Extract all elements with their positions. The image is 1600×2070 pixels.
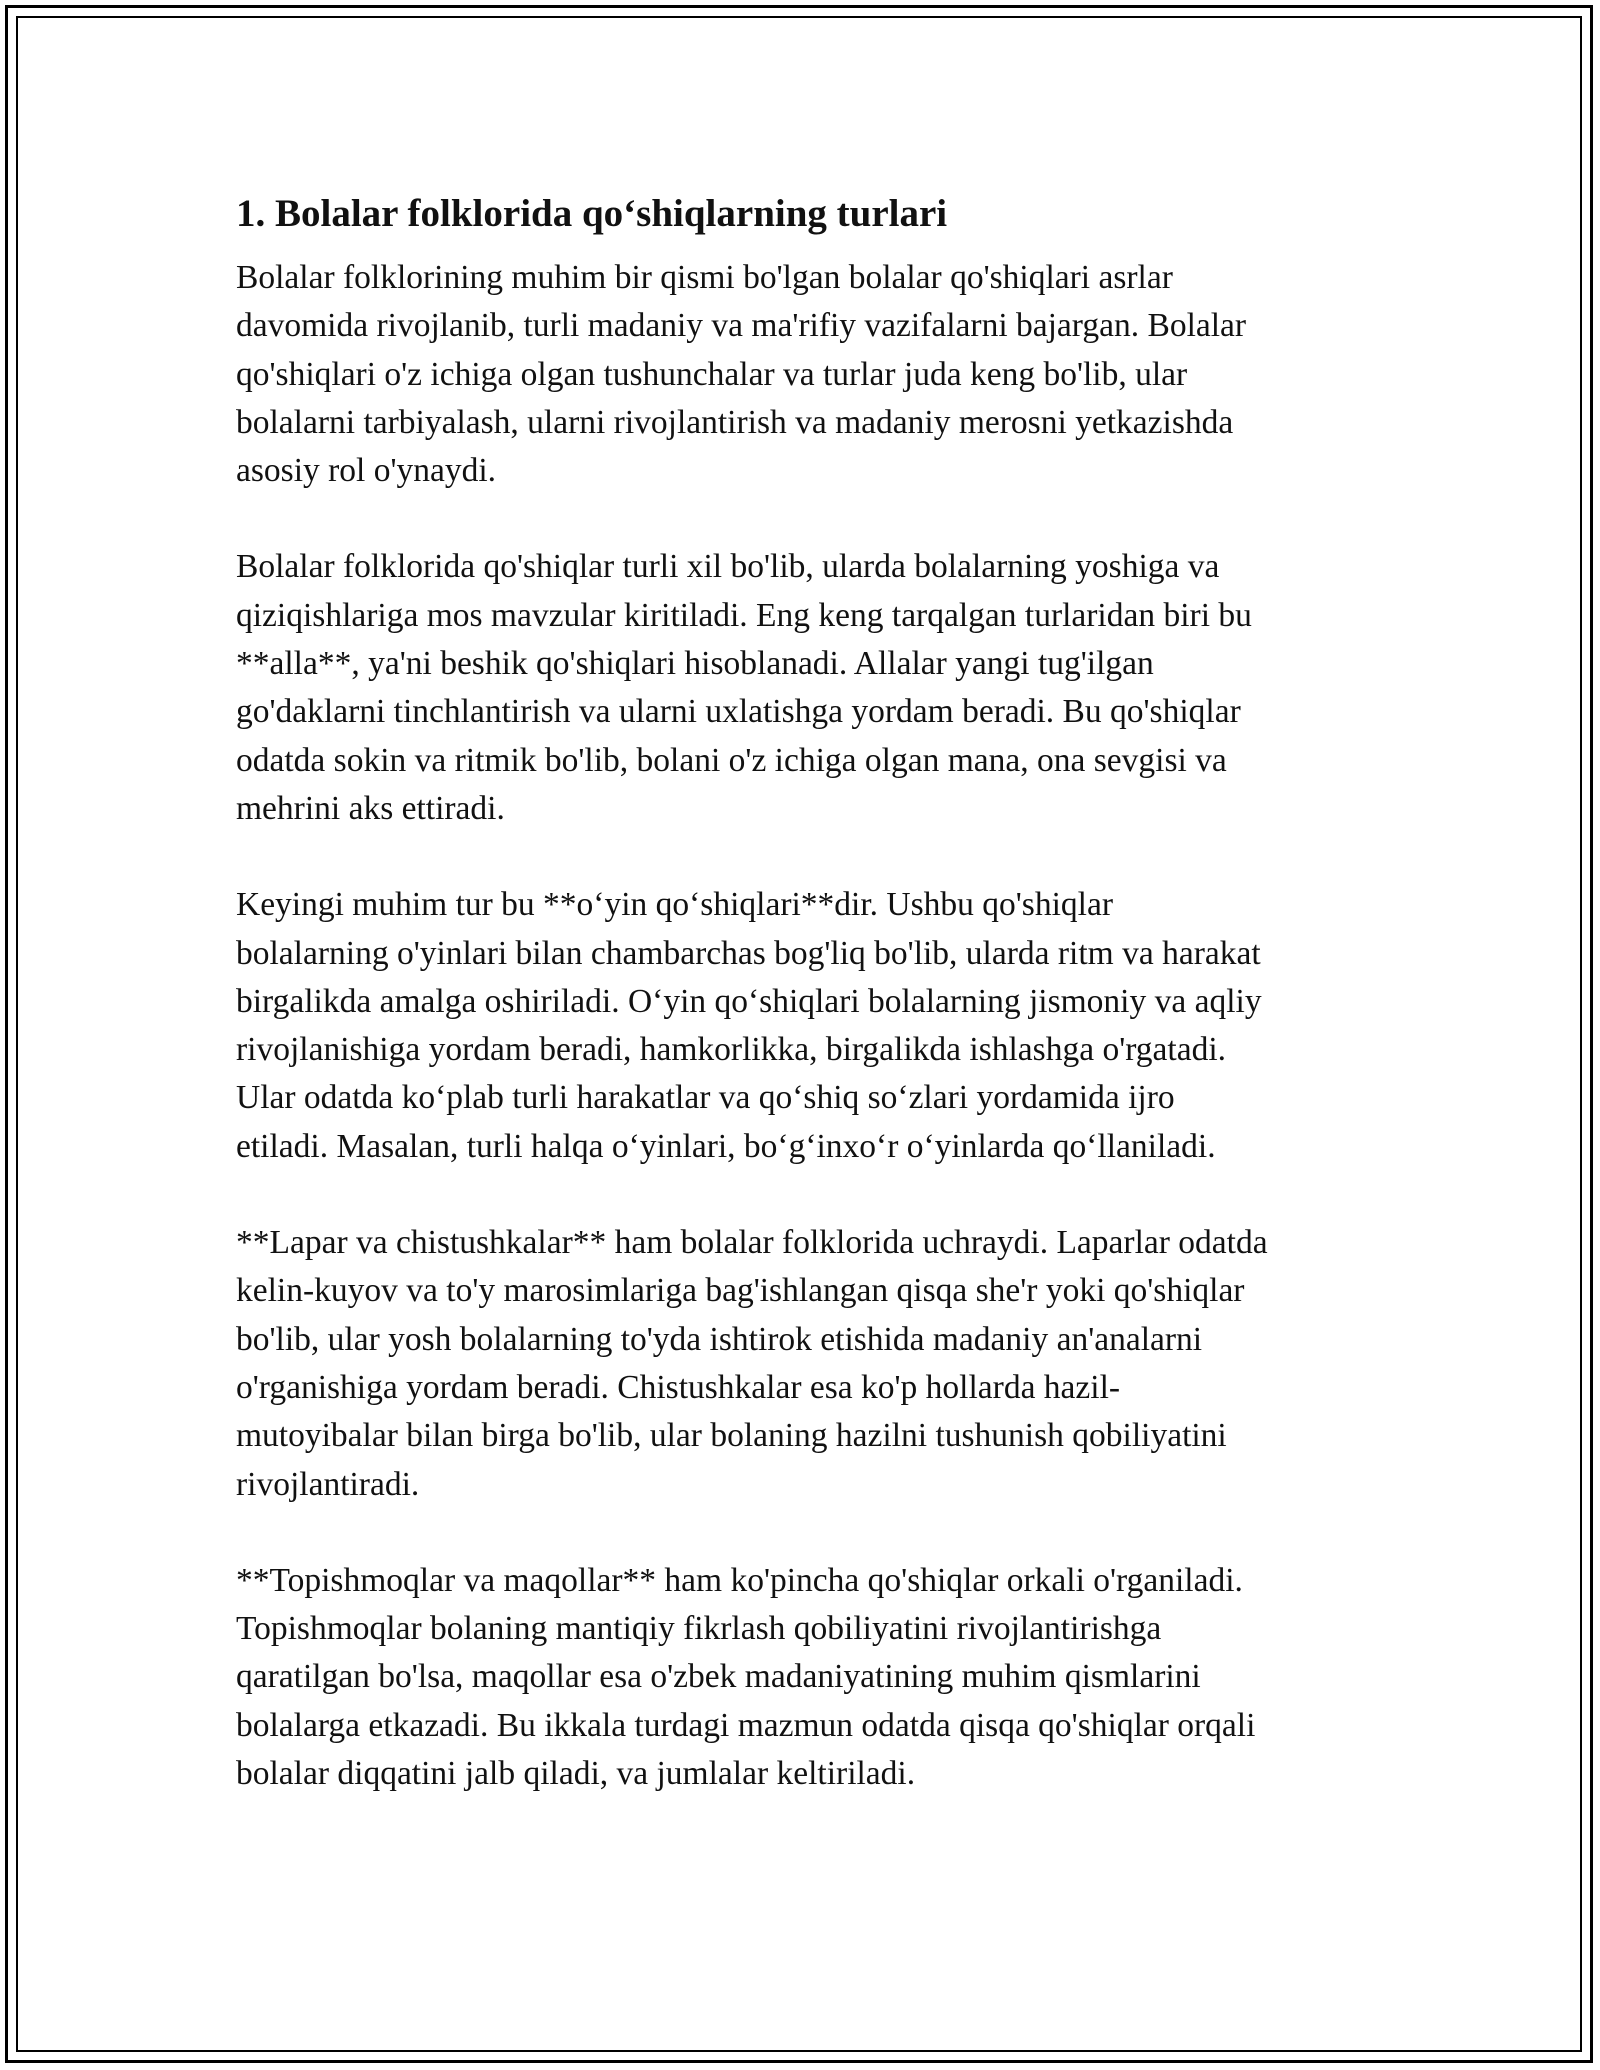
paragraph-oyin-qoshiqlari: Keyingi muhim tur bu **o‘yin qo‘shiqlari**dir. Ushbu qo'shiqlar bolalarning o'yinlari bilan chambarchas bog'liq bo'lib, ularda ritm va harakat birgalikda amalga oshiriladi. O‘yin qo‘shiqlari bolalarning jismoniy va aqliy rivojlanishiga yordam beradi, hamkorlikka, birgalikda ishlashga o'rgatadi. Ular odatda ko‘plab turli harakatlar va qo‘shiq so‘zlari yordamida ijro etiladi. Masalan, turli halqa o‘yinlari, bo‘g‘inxo‘r o‘yinlarda qo‘llaniladi.: [236, 886, 1262, 1165]
paragraph-alla: Bolalar folklorida qo'shiqlar turli xil bo'lib, ularda bolalarning yoshiga va qiziqishlariga mos mavzular kiritiladi. Eng keng tarqalgan turlaridan biri bu **alla**, ya'ni beshik qo'shiqlari hisoblanadi. Allalar yangi tug'ilgan go'daklarni tinchlantirish va ularni uxlatishga yordam beradi. Bu qo'shiqlar odatda sokin va ritmik bo'lib, bolani o'z ichiga olgan mana, ona sevgisi va mehrini aks ettiradi.: [236, 548, 1252, 827]
section-heading: 1. Bolalar folklorida qo‘shiqlarning turlari: [236, 192, 948, 235]
paragraph-lapar-chistushkalar: **Lapar va chistushkalar** ham bolalar folklorida uchraydi. Laparlar odatda kelin-kuyov va to'y marosimlariga bag'ishlangan qisqa she'r yoki qo'shiqlar bo'lib, ular yosh bolalarning to'yda ishtirok etishida madaniy an'analarni o'rganishiga yordam beradi. Chistushkalar esa ko'p hollarda hazil- mutoyibalar bilan birga bo'lib, ular bolaning hazilni tushunish qobiliyatini rivojlantiradi.: [236, 1224, 1268, 1503]
document-body: [236, 186, 1376, 1846]
paragraph-topishmoqlar-maqollar: **Topishmoqlar va maqollar** ham ko'pincha qo'shiqlar orkali o'rganiladi. Topishmoqlar bolaning mantiqiy fikrlash qobiliyatini rivojlantirishga qaratilgan bo'lsa, maqollar esa o'zbek madaniyatining muhim qismlarini bolalarga etkazadi. Bu ikkala turdagi mazmun odatda qisqa qo'shiqlar orqali bolalar diqqatini jalb qiladi, va jumlalar keltiriladi.: [236, 1561, 1256, 1793]
paragraph-intro: Bolalar folklorining muhim bir qismi bo'lgan bolalar qo'shiqlari asrlar davomida rivojlanib, turli madaniy va ma'rifiy vazifalarni bajargan. Bolalar qo'shiqlari o'z ichiga olgan tushunchalar va turlar juda keng bo'lib, ular bolalarni tarbiyalash, ularni rivojlantirish va madaniy merosni yetkazishda asosiy rol o'ynaydi.: [236, 259, 1247, 490]
